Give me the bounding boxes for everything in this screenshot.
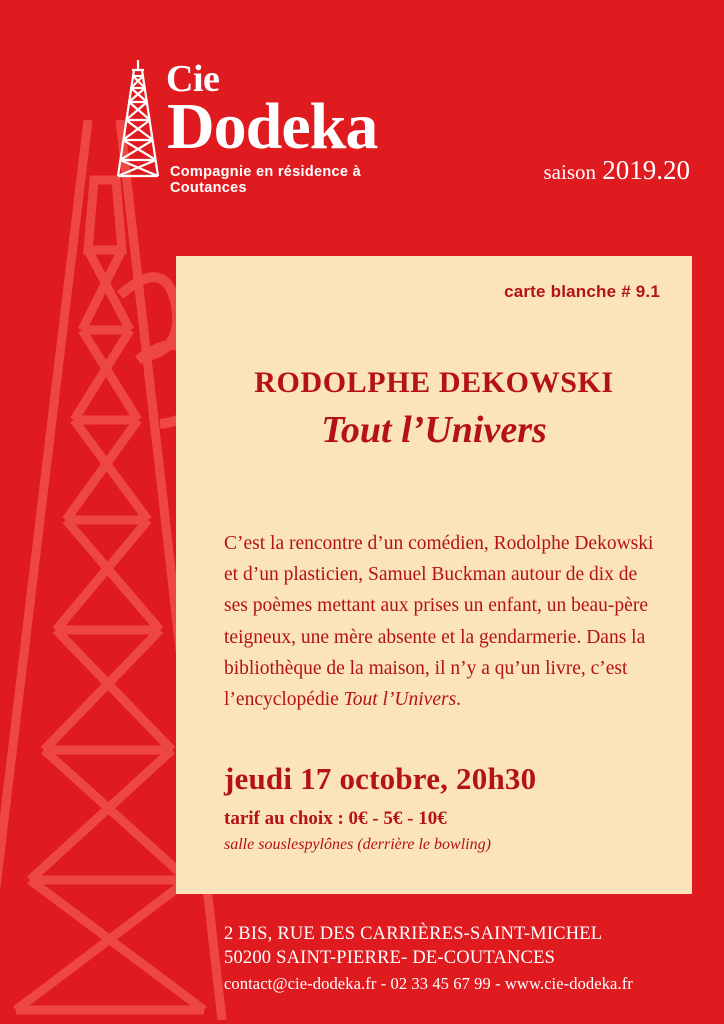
description-part-1: C’est la rencontre d’un comédien, Rodolphe Dekowski et d’un plasticien, Samuel Buckman autour de dix de ses poèmes mettant aux prises un enfant, un beau-père teigneux, une mère absente et la gendarmerie. Dans la bibliothèque de la maison, il n’y a qu’un livre, c’est l’encyclopédie — [224, 533, 654, 710]
footer — [224, 922, 704, 996]
logo-block — [110, 52, 440, 196]
pylon-logo-icon — [110, 58, 166, 178]
season-word: saison — [543, 160, 596, 184]
logo-cie-text: Cie — [166, 58, 220, 100]
footer-address-line-2: 50200 SAINT-PIERRE- DE-COUTANCES — [224, 948, 556, 969]
event-card — [176, 256, 692, 894]
footer-contact: contact@cie-dodeka.fr - 02 33 45 67 99 - www.cie-dodeka.fr — [224, 974, 633, 994]
event-venue: salle souslespylônes (derrière le bowling) — [224, 836, 491, 853]
description-title-mention: Tout l’Univers — [343, 688, 457, 710]
season-year: 2019.20 — [602, 155, 690, 185]
footer-address-line-1: 2 BIS, RUE DES CARRIÈRES-SAINT-MICHEL — [224, 924, 603, 944]
event-description — [224, 528, 656, 715]
show-title: Tout l’Univers — [321, 409, 547, 451]
artist-name: RODOLPHE DEKOWSKI — [254, 366, 614, 399]
carte-blanche-label: carte blanche # 9.1 — [504, 282, 660, 301]
event-price: tarif au choix : 0€ - 5€ - 10€ — [224, 808, 447, 829]
season-label — [544, 155, 691, 186]
logo-tagline: Compagnie en résidence à Coutances — [170, 164, 361, 196]
description-part-2: . — [456, 688, 462, 710]
logo-dodeka-text: Dodeka — [167, 90, 378, 163]
event-date: jeudi 17 octobre, 20h30 — [224, 761, 537, 796]
